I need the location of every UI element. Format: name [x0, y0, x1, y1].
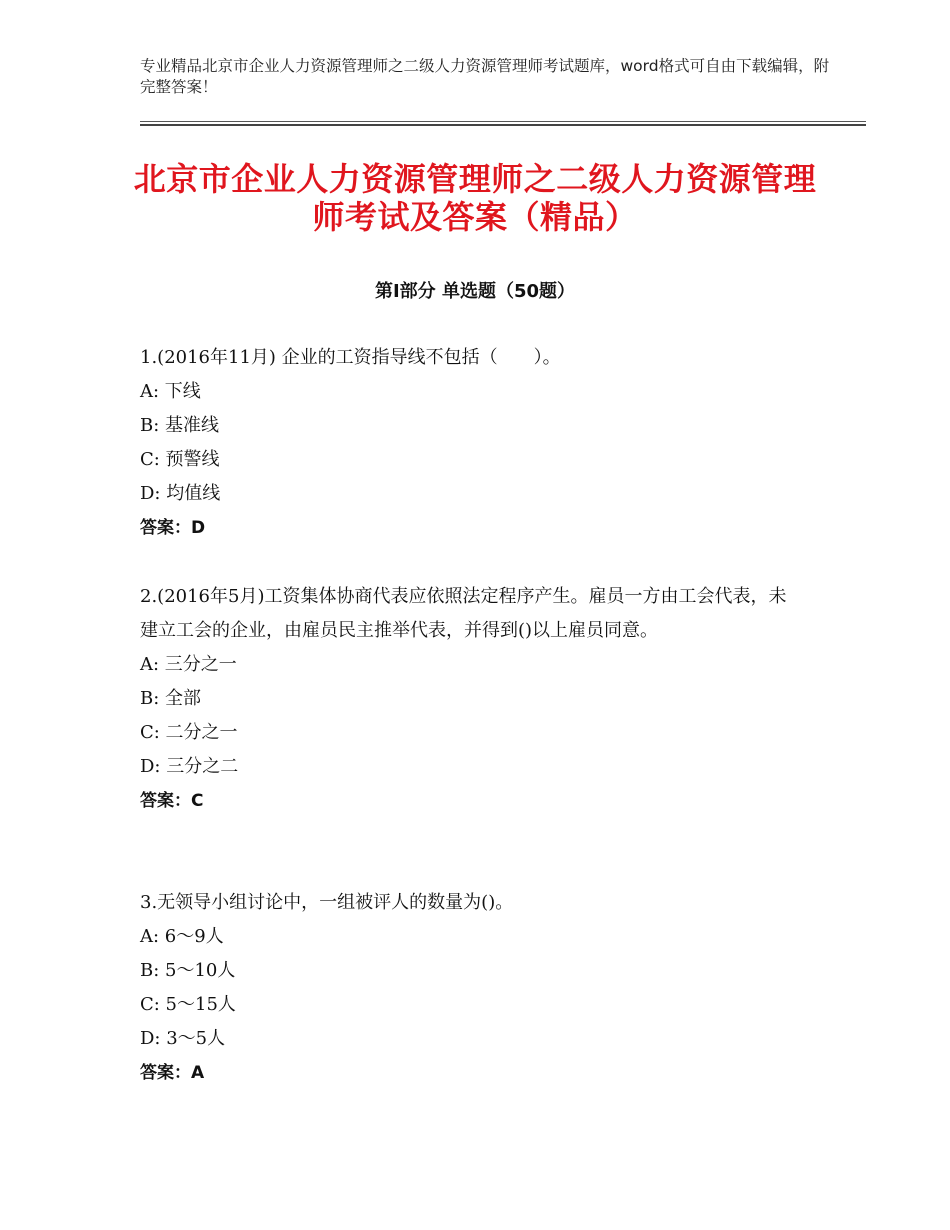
option-b: B: 基准线 [140, 415, 220, 436]
question-block [140, 341, 800, 545]
question-block [140, 580, 800, 818]
answer: 答案：C [140, 791, 204, 811]
answer: 答案：D [140, 518, 206, 538]
question-stem: 3.无领导小组讨论中，一组被评人的数量为()。 [140, 892, 514, 913]
option-d: D: 三分之二 [140, 756, 239, 777]
option-c: C: 二分之一 [140, 722, 238, 743]
option-b: B: 全部 [140, 688, 202, 709]
header-rule-thick [140, 124, 866, 126]
header-note: 专业精品北京市企业人力资源管理师之二级人力资源管理师考试题库，word格式可自由下载编辑，附完整答案！ [140, 57, 830, 96]
option-d: D: 均值线 [140, 483, 221, 504]
question-stem: 2.(2016年5月)工资集体协商代表应依照法定程序产生。雇员一方由工会代表，未建立工会的企业，由雇员民主推举代表，并得到()以上雇员同意。 [140, 586, 787, 641]
option-d: D: 3～5人 [140, 1028, 226, 1049]
option-a: A: 下线 [140, 381, 201, 402]
question-stem: 1.(2016年11月) 企业的工资指导线不包括（ ）。 [140, 347, 561, 368]
header-rule-thin [140, 121, 866, 122]
option-a: A: 三分之一 [140, 654, 237, 675]
answer: 答案：A [140, 1063, 205, 1083]
section-title: 第Ⅰ部分 单选题（50题） [374, 281, 575, 302]
option-c: C: 预警线 [140, 449, 220, 470]
option-b: B: 5～10人 [140, 960, 236, 981]
question-block [140, 886, 800, 1090]
option-a: A: 6～9人 [140, 926, 224, 947]
document-title: 北京市企业人力资源管理师之二级人力资源管理师考试及答案（精品） [133, 160, 817, 236]
option-c: C: 5～15人 [140, 994, 236, 1015]
